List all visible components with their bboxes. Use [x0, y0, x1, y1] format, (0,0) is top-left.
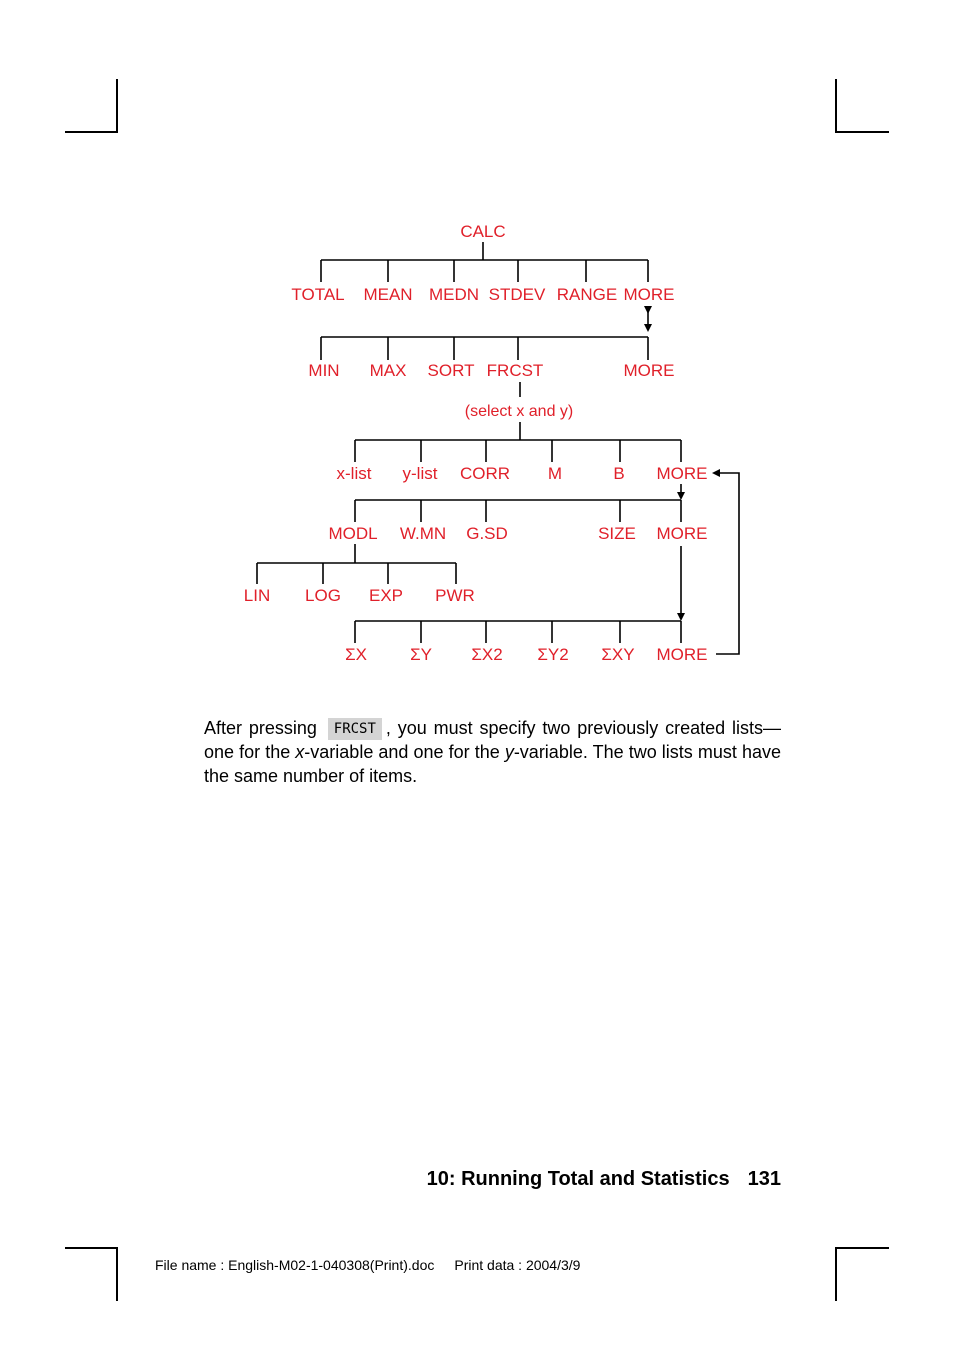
para-text-before-key: After pressing	[204, 718, 317, 738]
print-date: Print data : 2004/3/9	[454, 1257, 581, 1273]
menu-item-sort: SORT	[427, 361, 475, 380]
menu-item-m: M	[547, 464, 563, 483]
file-info	[155, 1257, 580, 1273]
menu-item-more: MORE	[656, 524, 708, 543]
menu-item-frcst: FRCST	[486, 361, 544, 380]
para-text-after-key: , you must specify two previously created lists—one for the	[204, 718, 781, 762]
menu-item-max: MAX	[369, 361, 407, 380]
menu-item-log: LOG	[305, 586, 341, 605]
crop-mark-bottom-left-h	[65, 1247, 118, 1249]
select-x-and-y-note: (select x and y)	[464, 403, 574, 420]
body-paragraph	[204, 716, 781, 788]
return-loop-arrow	[716, 473, 739, 654]
chapter-title: 10: Running Total and Statistics	[426, 1168, 730, 1190]
menu-item-more: MORE	[656, 645, 708, 664]
menu-item-total: TOTAL	[291, 285, 345, 304]
menu-item-more: MORE	[623, 285, 675, 304]
menu-item-x-list: x-list	[336, 464, 372, 483]
menu-item-sum-x2: ΣX2	[471, 645, 503, 664]
menu-item-mean: MEAN	[363, 285, 413, 304]
menu-item-corr: CORR	[459, 464, 511, 483]
crop-mark-bottom-left-v	[116, 1247, 118, 1301]
x-variable-italic: x	[295, 742, 305, 762]
menu-item-modl: MODL	[328, 524, 378, 543]
menu-item-w-mn: W.MN	[399, 524, 447, 543]
menu-item-exp: EXP	[368, 586, 404, 605]
menu-item-more: MORE	[623, 361, 675, 380]
crop-mark-bottom-right-h	[835, 1247, 889, 1249]
crop-mark-bottom-right-v	[835, 1247, 837, 1301]
menu-item-pwr: PWR	[435, 586, 475, 605]
menu-item-b: B	[613, 464, 625, 483]
page-number: 131	[747, 1168, 781, 1190]
menu-item-stdev: STDEV	[488, 285, 546, 304]
tree-root-calc: CALC	[460, 222, 506, 241]
file-name: File name : English-M02-1-040308(Print).doc	[155, 1257, 435, 1273]
menu-item-lin: LIN	[243, 586, 271, 605]
frcst-softkey: FRCST	[328, 718, 382, 740]
menu-item-sum-x: ΣX	[345, 645, 367, 664]
menu-item-size: SIZE	[598, 524, 636, 543]
menu-item-sum-xy: ΣXY	[601, 645, 635, 664]
menu-item-more: MORE	[656, 464, 708, 483]
para-text-mid: -variable and one for the	[304, 742, 505, 762]
menu-item-sum-y: ΣY	[410, 645, 432, 664]
menu-item-medn: MEDN	[428, 285, 480, 304]
menu-item-range: RANGE	[556, 285, 618, 304]
para-text-end: -variable. The two lists must have the same number of items.	[204, 742, 781, 786]
menu-item-sum-y2: ΣY2	[537, 645, 569, 664]
running-footer	[427, 1168, 781, 1191]
menu-item-min: MIN	[308, 361, 340, 380]
menu-item-y-list: y-list	[402, 464, 438, 483]
menu-item-g-sd: G.SD	[466, 524, 508, 543]
y-variable-italic: y	[504, 742, 514, 762]
